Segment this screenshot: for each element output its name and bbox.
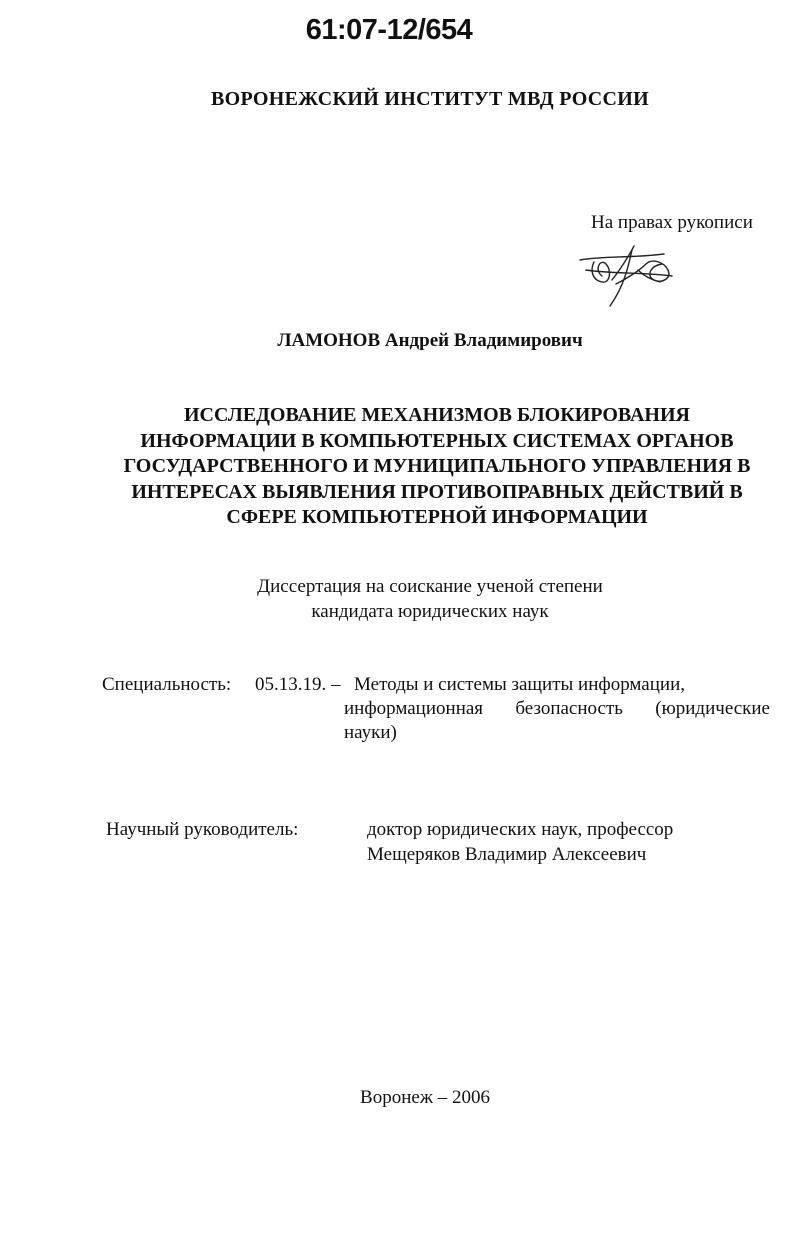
author-name (0, 330, 794, 352)
title-line: ИССЛЕДОВАНИЕ МЕХАНИЗМОВ БЛОКИРОВАНИЯ (183, 404, 690, 426)
title-line: ИНТЕРЕСАХ ВЫЯВЛЕНИЯ ПРОТИВОПРАВНЫХ ДЕЙСТВИЙ В (131, 480, 743, 503)
degree-line: Диссертация на соискание ученой степени (257, 576, 603, 597)
title-line: СФЕРЕ КОМПЬЮТЕРНОЙ ИНФОРМАЦИИ (226, 506, 648, 528)
author-given-names: Андрей Владимирович (384, 330, 583, 351)
city-year: Воронеж – 2006 (360, 1087, 490, 1108)
advisor-degree: доктор юридических наук, профессор (367, 819, 674, 840)
specialty-description: Методы и системы защиты информации, (354, 674, 685, 695)
manuscript-note: На правах рукописи (591, 212, 753, 233)
title-line: ГОСУДАРСТВЕННОГО И МУНИЦИПАЛЬНОГО УПРАВЛЕНИЯ В (123, 455, 751, 477)
advisor-name: Мещеряков Владимир Алексеевич (367, 844, 647, 865)
title-line: ИНФОРМАЦИИ В КОМПЬЮТЕРНЫХ СИСТЕМАХ ОРГАНОВ (140, 429, 734, 452)
specialty-label: Специальность: (102, 674, 232, 695)
dissertation-title (97, 403, 777, 531)
catalog-number: 61:07-12/654 (305, 14, 473, 46)
specialty-description: науки) (344, 722, 397, 743)
degree-statement (0, 574, 794, 624)
degree-line: кандидата юридических наук (311, 601, 549, 622)
institution-name: ВОРОНЕЖСКИЙ ИНСТИТУТ МВД РОССИИ (210, 88, 649, 110)
signature-icon (572, 240, 692, 315)
specialty-description: информационная безопасность (юридические (344, 698, 770, 719)
specialty-code: 05.13.19. – (255, 674, 341, 695)
author-surname: ЛАМОНОВ (277, 330, 381, 351)
advisor-label: Научный руководитель: (106, 819, 299, 840)
